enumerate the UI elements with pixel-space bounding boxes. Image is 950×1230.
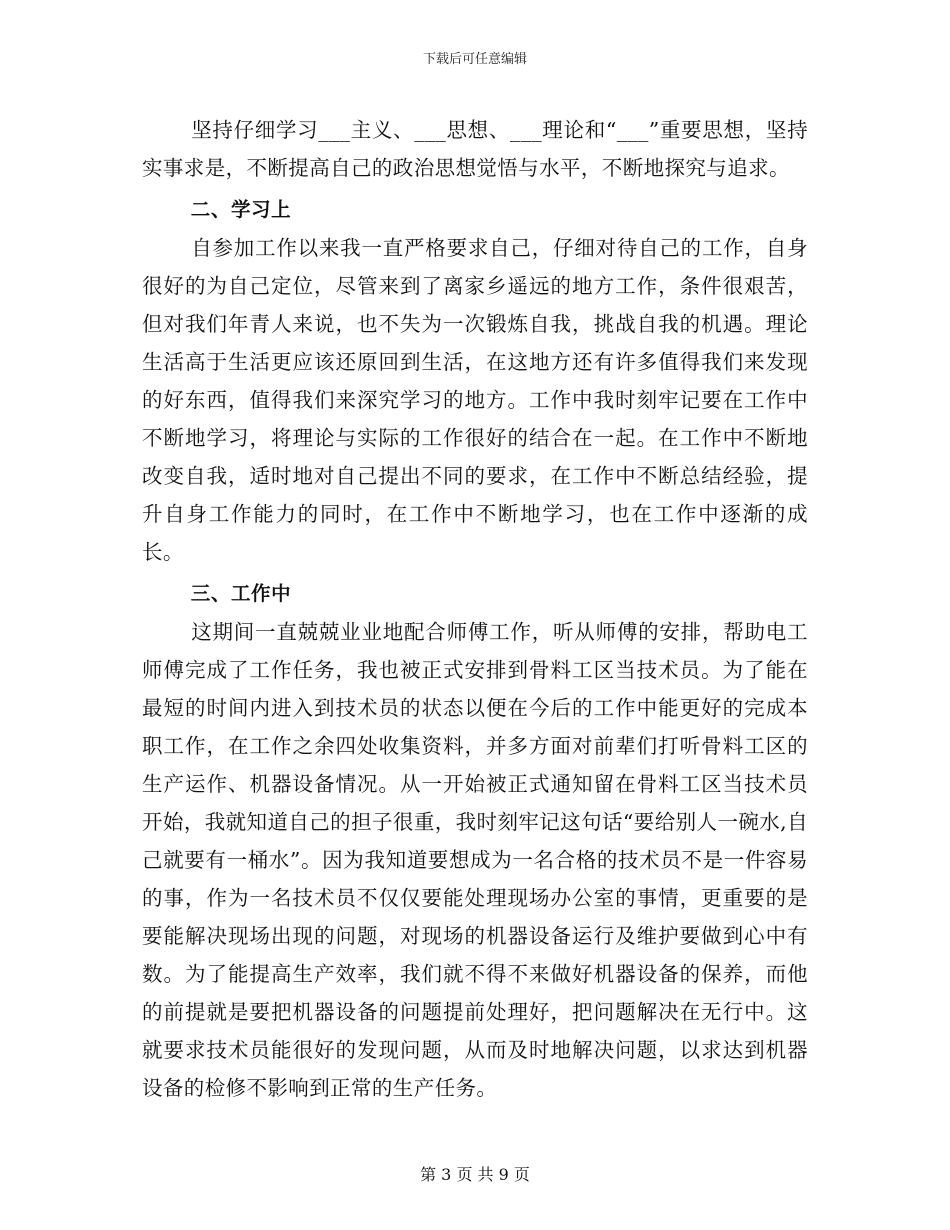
paragraph-work: 这期间一直兢兢业业地配合师傅工作，听从师傅的安排，帮助电工师傅完成了工作任务，我也被正式安排到骨料工区当技术员。为了能在最短的时间内进入到技术员的状态以便在今后的工作中能更好的完成本职工作，在工作之余四处收集资料，并多方面对前辈们打听骨料工区的生产运作、机器设备情况。从一开始被正式通知留在骨料工区当技术员开始，我就知道自己的担子很重，我时刻牢记这句话“要给别人一碗水,自己就要有一桶水”。因为我知道要想成为一名合格的技术员不是一件容易的事，作为一名技术员不仅仅要能处理现场办公室的事情，更重要的是要能解决现场出现的问题，对现场的机器设备运行及维护要做到心中有数。为了能提高生产效率，我们就不得不来做好机器设备的保养，而他的前提就是要把机器设备的问题提前处理好，把问题解决在无行中。这就要求技术员能很好的发现问题，从而及时地解决问题，以求达到机器设备的检修不影响到正常的生产任务。 [142,620,808,1100]
document-body [142,111,808,1107]
section-heading-study: 二、学习上 [190,198,292,221]
page-header-note: 下载后可任意编辑 [422,52,527,67]
page-number: 第 3 页 共 9 页 [420,1165,530,1184]
section-heading-work: 三、工作中 [190,582,292,605]
paragraph-political-study: 坚持仔细学习___主义、___思想、___理论和“___”重要思想，坚持实事求是，不断提高自己的政治思想觉悟与水平，不断地探究与追求。 [142,118,808,180]
paragraph-study: 自参加工作以来我一直严格要求自己，仔细对待自己的工作，自身很好的为自己定位，尽管来到了离家乡遥远的地方工作，条件很艰苦，但对我们年青人来说，也不失为一次锻炼自我，挑战自我的机遇。理论生活高于生活更应该还原回到生活，在这地方还有许多值得我们来发现的好东西，值得我们来深究学习的地方。工作中我时刻牢记要在工作中不断地学习，将理论与实际的工作很好的结合在一起。在工作中不断地改变自我，适时地对自己提出不同的要求，在工作中不断总结经验，提升自身工作能力的同时，在工作中不断地学习，也在工作中逐渐的成长。 [142,236,808,564]
